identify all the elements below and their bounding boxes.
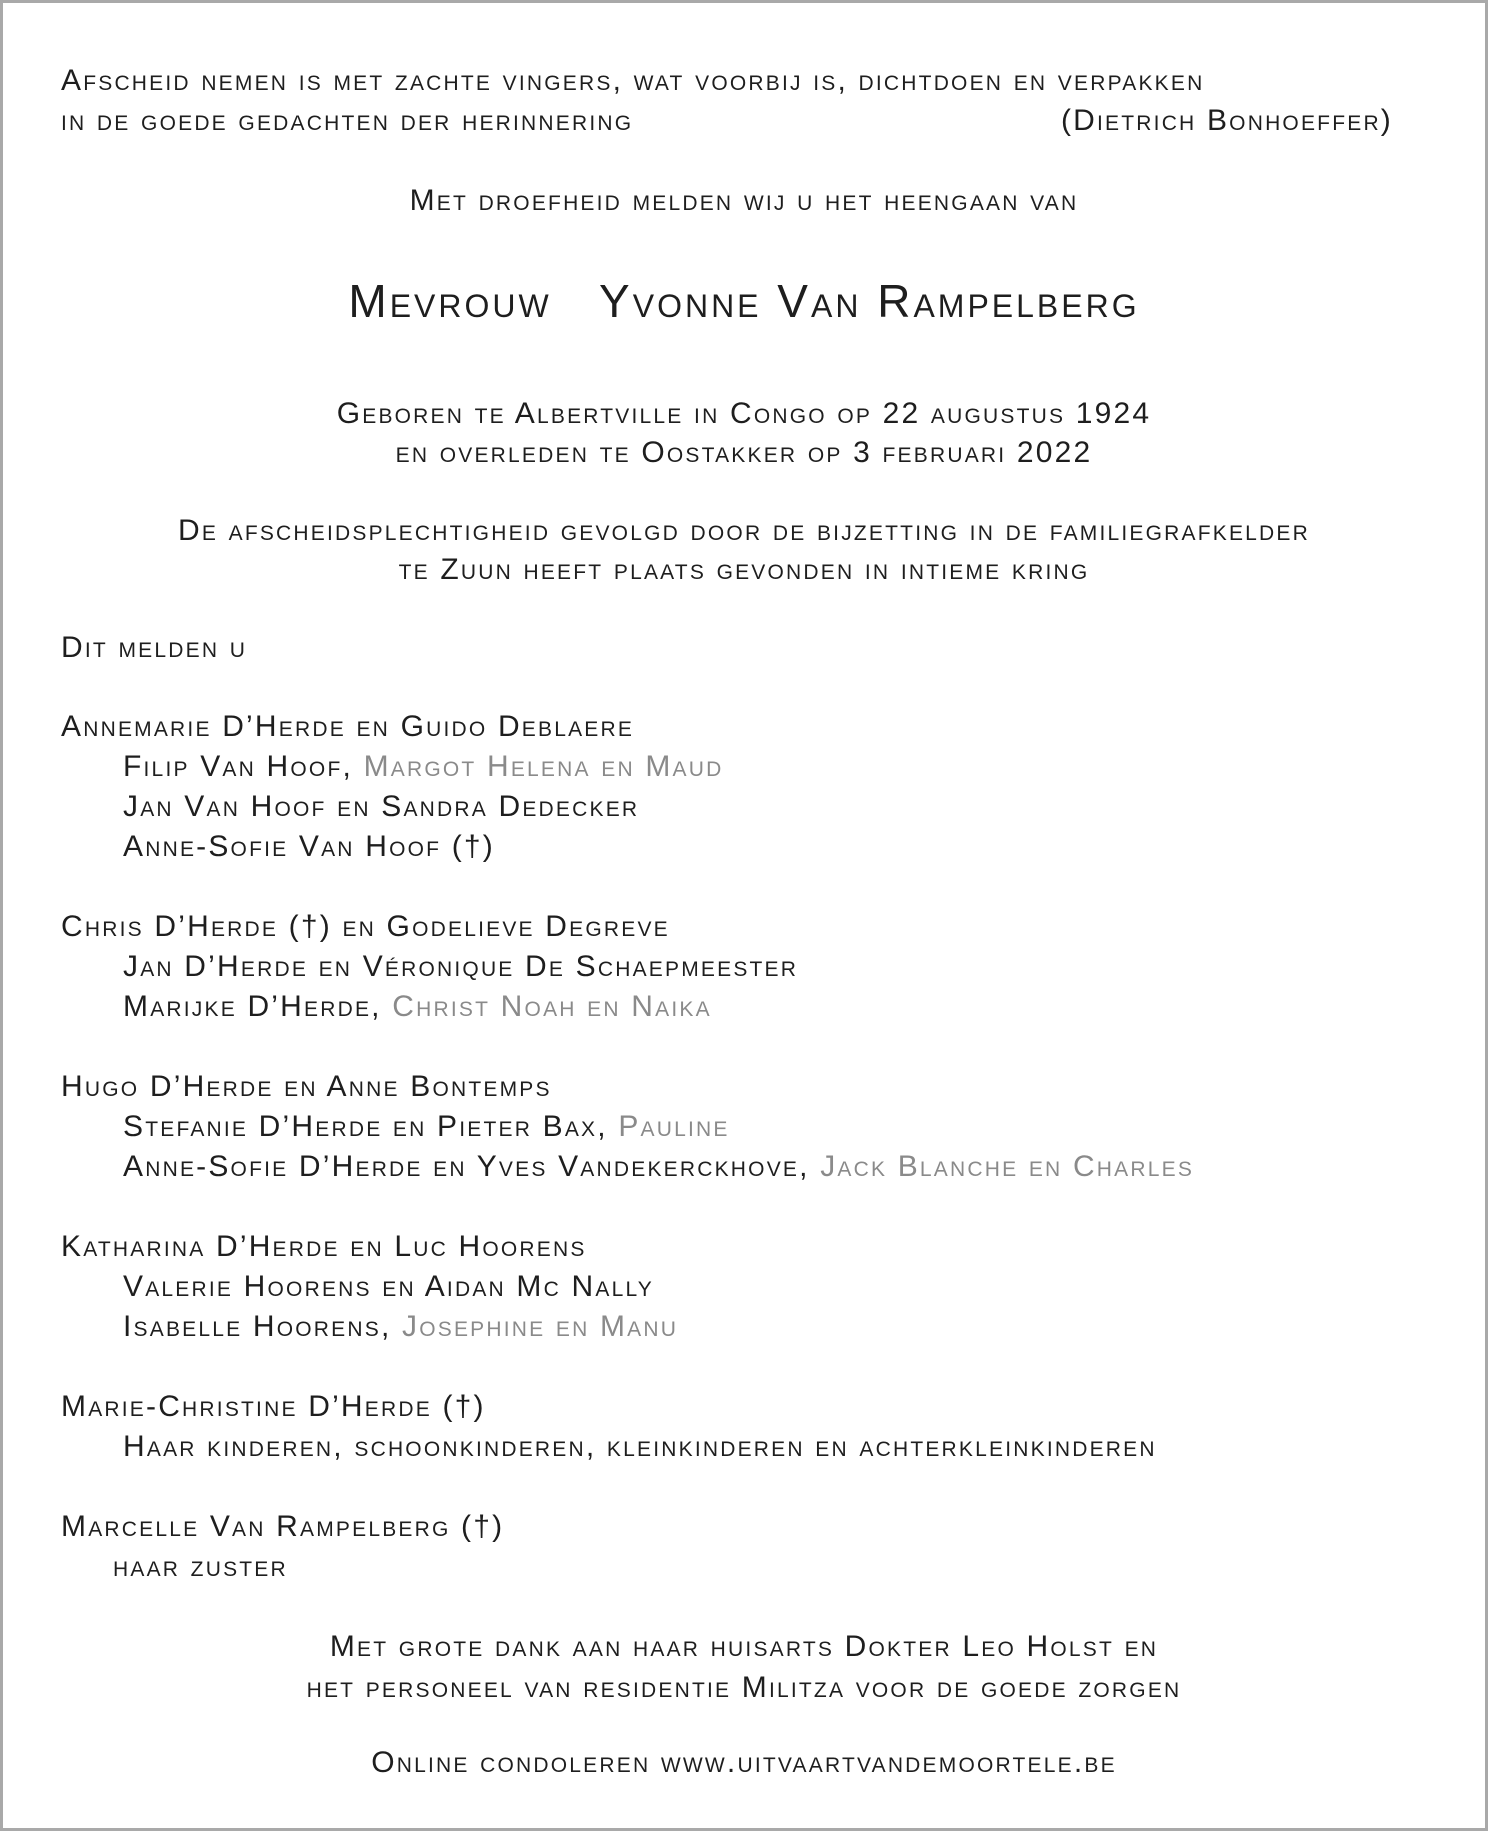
family-member — [123, 1312, 678, 1342]
member-name: Filip Van Hoof, — [123, 750, 364, 783]
member-children: Pauline — [618, 1110, 730, 1143]
member-children: Christ Noah en Naika — [392, 990, 712, 1023]
ceremony-line-1: De afscheidsplechtigheid gevolgd door de bijzetting in de familiegrafkelder — [178, 514, 1310, 547]
member-name: Anne-Sofie D’Herde en Yves Vandekerckhove, — [123, 1150, 821, 1183]
member-name: Isabelle Hoorens, — [123, 1310, 403, 1343]
quote-line-1: Afscheid nemen is met zachte vingers, wat voorbij is, dichtdoen en verpakken — [61, 64, 1205, 97]
deceased-title: Mevrouw — [348, 275, 552, 327]
family-member: Valerie Hoorens en Aidan Mc Nally — [123, 1270, 654, 1303]
quote-author: (Dietrich Bonhoeffer) — [1060, 104, 1393, 137]
member-children: Margot Helena en Maud — [363, 750, 724, 783]
ceremony-line-2: te Zuun heeft plaats gevonden in intieme kring — [398, 553, 1090, 586]
family-member: Jan D’Herde en Véronique De Schaepmeester — [123, 950, 799, 983]
member-children: Josephine en Manu — [402, 1310, 679, 1343]
family-member: Haar kinderen, schoonkinderen, kleinkinderen en achterkleinkinderen — [123, 1430, 1157, 1463]
thanks-line-2: het personeel van residentie Militza voor de goede zorgen — [306, 1671, 1182, 1704]
deceased-full-name: Yvonne Van Rampelberg — [599, 275, 1140, 327]
member-name: Stefanie D’Herde en Pieter Bax, — [123, 1110, 619, 1143]
thanks-line-1: Met grote dank aan haar huisarts Dokter Leo Holst en — [329, 1630, 1159, 1663]
family-head: Hugo D’Herde en Anne Bontemps — [61, 1070, 552, 1103]
family-member — [123, 1112, 730, 1142]
member-name: Marijke D’Herde, — [123, 990, 393, 1023]
quote-text: in de goede gedachten der herinnering — [61, 104, 634, 137]
death-line: en overleden te Oostakker op 3 februari 2022 — [395, 436, 1093, 469]
family-member: Anne-Sofie Van Hoof (†) — [123, 830, 495, 863]
quote-line-2 — [61, 106, 1393, 136]
intro-text: Dit melden u — [61, 631, 248, 664]
announcement: Met droefheid melden wij u het heengaan van — [409, 184, 1079, 217]
family-member: haar zuster — [113, 1550, 288, 1583]
family-member — [123, 752, 723, 782]
deceased-name — [3, 275, 1485, 327]
family-head: Marie-Christine D’Herde (†) — [61, 1390, 486, 1423]
family-member — [123, 992, 712, 1022]
family-head: Chris D’Herde (†) en Godelieve Degreve — [61, 910, 670, 943]
family-head: Katharina D’Herde en Luc Hoorens — [61, 1230, 587, 1263]
birth-line: Geboren te Albertville in Congo op 22 augustus 1924 — [336, 397, 1152, 430]
family-head: Marcelle Van Rampelberg (†) — [61, 1510, 505, 1543]
family-member — [123, 1152, 1194, 1182]
family-head: Annemarie D’Herde en Guido Deblaere — [61, 710, 635, 743]
member-children: Jack Blanche en Charles — [820, 1150, 1195, 1183]
family-member: Jan Van Hoof en Sandra Dedecker — [123, 790, 640, 823]
online-condolence: Online condoleren www.uitvaartvandemoortele.be — [371, 1746, 1117, 1779]
